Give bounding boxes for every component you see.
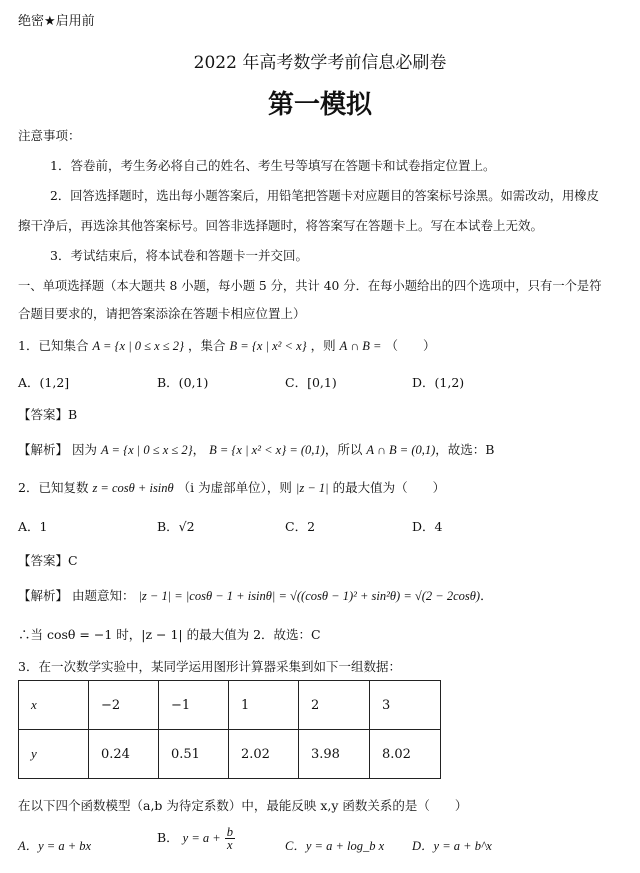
q2-analysis-math: |z − 1| = |cosθ − 1 + isinθ| = √((cosθ − 1)² + sin²θ) = √(2 − 2cosθ) xyxy=(138,589,481,603)
notice-item-2-line-1: 2．回答选择题时，选出每小题答案后，用铅笔把答题卡对应题目的答案标号涂黑。如需改动，用橡皮 xyxy=(50,189,599,203)
fraction-numerator: b xyxy=(226,825,233,839)
q2-conclusion: ∴当 cosθ = −1 时，|z − 1| 的最大值为 2．故选：C xyxy=(18,627,321,642)
star-icon: ★ xyxy=(44,14,56,29)
q1-analysis-end: ，故选：B xyxy=(435,442,495,457)
q3-question: 在以下四个函数模型（a,b 为待定系数）中，最能反映 x,y 函数关系的是（ ） xyxy=(18,798,468,813)
q1-option-d: D．(1,2) xyxy=(412,375,465,390)
q1-option-c: C．[0,1) xyxy=(285,375,337,390)
q1-mid: ，集合 xyxy=(188,338,226,353)
status-text: 启用前 xyxy=(55,14,95,29)
table-cell: x xyxy=(19,681,89,730)
table-cell: 2.02 xyxy=(229,730,299,779)
q3-option-b-label: B． xyxy=(157,830,179,845)
fraction-denominator: x xyxy=(227,838,233,852)
q1-analysis-set-a: A = {x | 0 ≤ x ≤ 2} xyxy=(101,443,193,457)
q2-tail: 的最大值为（ ） xyxy=(332,480,446,495)
q2-option-a: A．1 xyxy=(18,519,48,534)
q3-option-b-math: y = a + xyxy=(182,831,221,845)
q2-z: z = cosθ + isinθ xyxy=(92,481,174,495)
q1-answer-label: 【答案】 xyxy=(18,407,69,422)
q3-option-a: A．y = a + bx xyxy=(18,839,92,853)
q1-analysis-label: 【解析】 xyxy=(18,442,69,457)
notice-item-2-line-2: 擦干净后，再选涂其他答案标号。回答非选择题时，将答案写在答题卡上。写在本试卷上无效。 xyxy=(18,218,544,233)
q2-analysis-end: ． xyxy=(480,588,493,603)
q3-option-b-fraction xyxy=(225,826,235,851)
q2-answer-label: 【答案】 xyxy=(18,553,69,568)
table-cell: 2 xyxy=(299,681,370,730)
q2-answer xyxy=(18,551,78,569)
q1-set-a: A = {x | 0 ≤ x ≤ 2} xyxy=(92,339,185,353)
q2-answer-value: C xyxy=(68,553,78,568)
q2-paren: （i 为虚部单位），则 xyxy=(177,480,292,495)
question-2-stem xyxy=(18,478,445,496)
q1-analysis-result: A ∩ B = (0,1) xyxy=(366,443,436,457)
notice-item-3: 3．考试结束后，将本试卷和答题卡一并交回。 xyxy=(50,248,308,263)
q1-answer-value: B xyxy=(68,407,78,422)
table-cell: 3.98 xyxy=(299,730,370,779)
exam-title: 2022 年高考数学考前信息必刷卷 xyxy=(193,53,447,73)
table-cell: −1 xyxy=(159,681,229,730)
table-cell: y xyxy=(19,730,89,779)
q1-lead: 1．已知集合 xyxy=(18,338,89,353)
section-heading-line-2: 合题目要求的，请把答案添涂在答题卡相应位置上） xyxy=(18,306,306,321)
q1-analysis-text-1: 因为 xyxy=(72,442,98,457)
secret-text: 绝密 xyxy=(18,14,45,29)
notice-item-1: 1．答卷前，考生务必将自己的姓名、考生号等填写在答题卡和试卷指定位置上。 xyxy=(50,158,496,173)
exam-subtitle: 第一模拟 xyxy=(267,90,372,120)
table-row-y xyxy=(19,730,441,779)
q2-abs: |z − 1| xyxy=(295,481,329,495)
confidential-label xyxy=(18,10,95,29)
q2-option-c: C．2 xyxy=(285,519,316,534)
q1-expr: A ∩ B = xyxy=(339,339,382,353)
table-row-x xyxy=(19,681,441,730)
table-cell: 8.02 xyxy=(370,730,441,779)
question-3-stem: 3．在一次数学实验中，某同学运用图形计算器采集到如下一组数据： xyxy=(18,659,401,674)
data-table xyxy=(18,680,441,779)
q1-analysis-sep: ， xyxy=(192,442,206,457)
q3-option-c: C．y = a + log_b x xyxy=(285,839,385,853)
table-cell: 3 xyxy=(370,681,441,730)
q2-analysis-label: 【解析】 xyxy=(18,588,69,603)
q2-option-b: B．√2 xyxy=(157,519,195,534)
q1-option-b: B．(0,1) xyxy=(157,375,209,390)
section-heading-line-1: 一、单项选择题（本大题共 8 小题，每小题 5 分，共计 40 分．在每小题给出的四个选项中，只有一个是符 xyxy=(18,279,602,293)
q1-analysis xyxy=(18,440,494,458)
q2-lead: 2．已知复数 xyxy=(18,480,89,495)
table-cell: 1 xyxy=(229,681,299,730)
table-cell: 0.24 xyxy=(89,730,159,779)
q1-set-b: B = {x | x² < x} xyxy=(229,339,307,353)
q1-answer xyxy=(18,405,77,423)
q1-analysis-set-b: B = {x | x² < x} = (0,1) xyxy=(209,443,325,457)
q3-option-d: D．y = a + b^x xyxy=(412,839,492,853)
q2-option-d: D．4 xyxy=(412,519,443,534)
q2-analysis-text: 由题意知： xyxy=(72,588,135,603)
notice-heading: 注意事项： xyxy=(18,128,81,143)
q1-mid2: ，则 xyxy=(310,338,336,353)
q1-analysis-text-2: ，所以 xyxy=(324,442,363,457)
q3-option-b xyxy=(157,826,235,851)
q1-blank: （ ） xyxy=(385,338,436,353)
table-cell: 0.51 xyxy=(159,730,229,779)
q1-option-a: A．(1,2] xyxy=(18,375,70,390)
question-1-stem xyxy=(18,336,436,354)
table-cell: −2 xyxy=(89,681,159,730)
q2-analysis xyxy=(18,586,493,604)
